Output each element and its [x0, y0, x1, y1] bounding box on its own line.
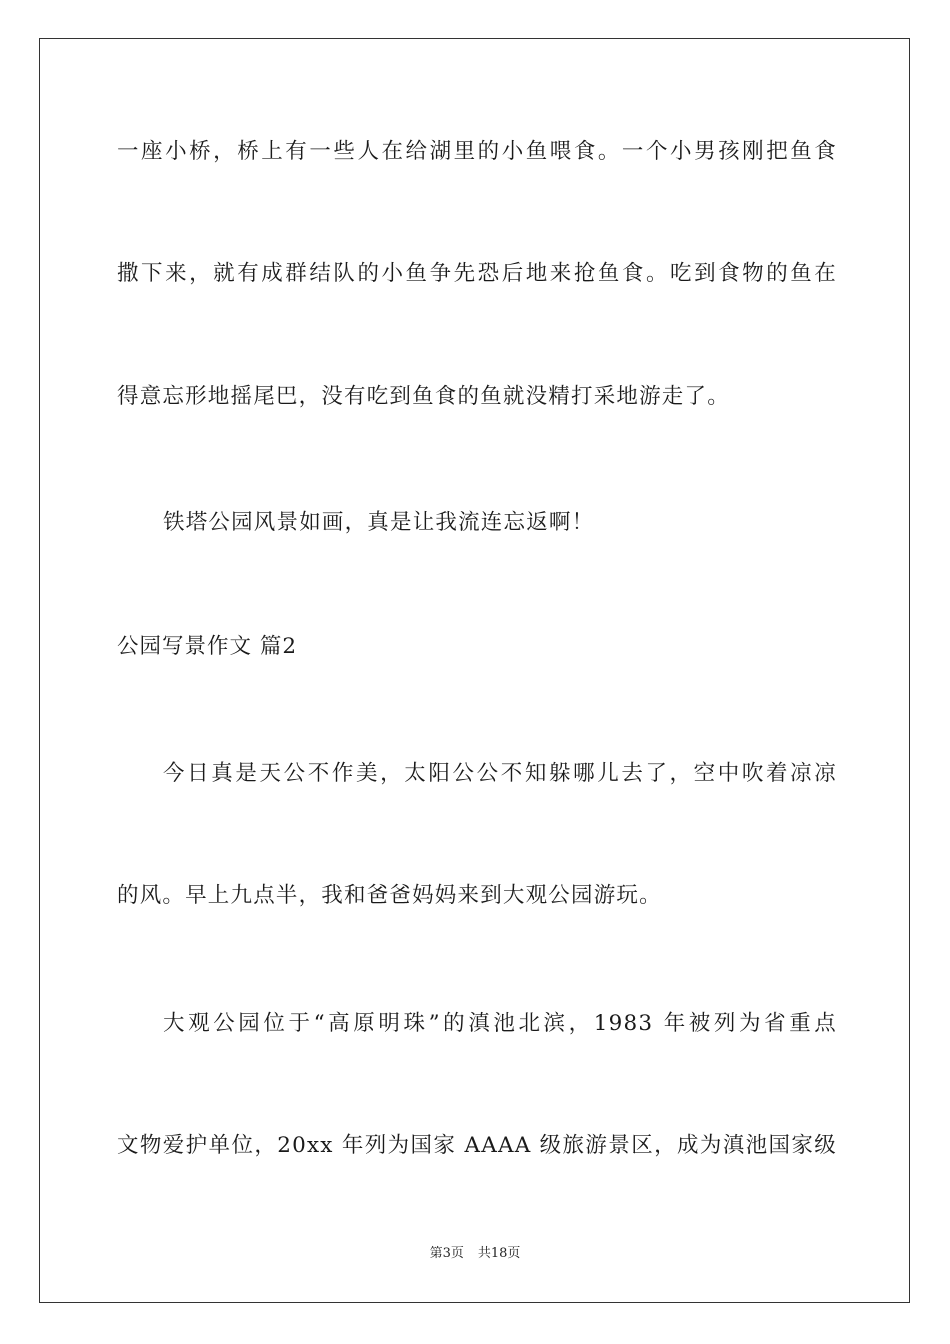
paragraph-line: 铁塔公园风景如画，真是让我流连忘返啊！ — [163, 510, 595, 535]
paragraph-line: 的风。早上九点半，我和爸爸妈妈来到大观公园游玩。 — [117, 883, 662, 908]
section-heading: 公园写景作文 篇2 — [117, 634, 298, 659]
paragraph-line: 得意忘形地摇尾巴，没有吃到鱼食的鱼就没精打采地游走了。 — [117, 384, 730, 409]
paragraph-line: 一座小桥，桥上有一些人在给湖里的小鱼喂食。一个小男孩刚把鱼食 — [117, 139, 837, 164]
page-border — [39, 38, 910, 1303]
paragraph-line: 文物爱护单位，20xx 年列为国家 AAAA 级旅游景区，成为滇池国家级 — [117, 1133, 837, 1158]
page-footer — [0, 1245, 950, 1263]
total-pages: 共18页 — [477, 1246, 521, 1261]
paragraph-line: 大观公园位于“高原明珠”的滇池北滨，1983 年被列为省重点 — [163, 1011, 837, 1036]
paragraph-line: 今日真是天公不作美，太阳公公不知躲哪儿去了，空中吹着凉凉 — [163, 761, 837, 786]
paragraph-line: 撒下来，就有成群结队的小鱼争先恐后地来抢鱼食。吃到食物的鱼在 — [117, 261, 837, 286]
page-number: 第3页 — [429, 1246, 464, 1261]
